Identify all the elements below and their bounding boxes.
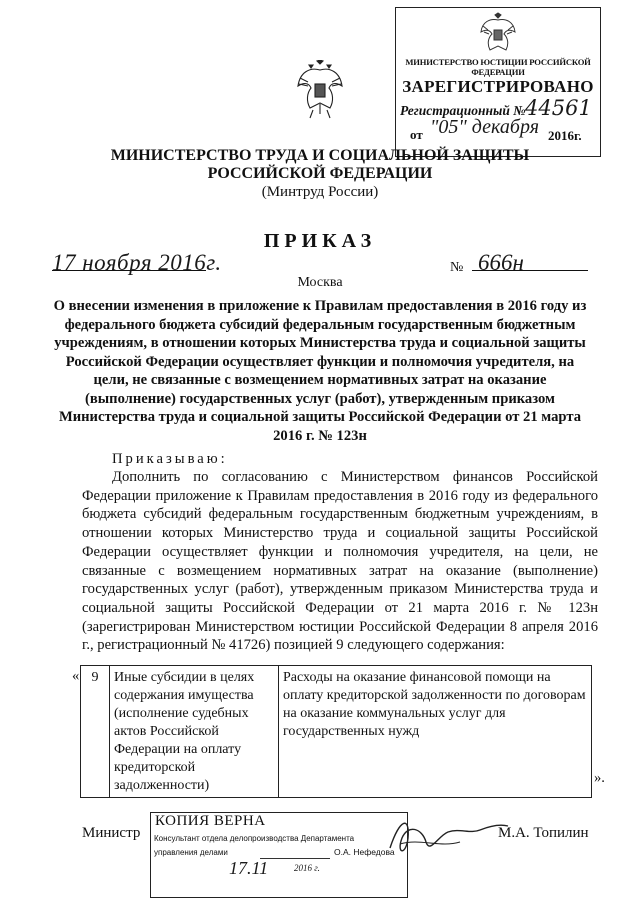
ministry-name-line1: МИНИСТЕРСТВО ТРУДА И СОЦИАЛЬНОЙ ЗАЩИТЫ [110, 147, 530, 164]
order-directive: Приказываю: [112, 451, 228, 467]
stamp-date: "05" декабря [430, 116, 539, 138]
stamp-status: ЗАРЕГИСТРИРОВАНО [402, 77, 594, 96]
coat-of-arms-icon [296, 60, 344, 120]
copy-stamp-title: КОПИЯ ВЕРНА [155, 813, 266, 829]
copy-stamp-signer: О.А. Нефедова [334, 847, 395, 857]
signatory-name: М.А. Топилин [498, 825, 589, 841]
position-table [80, 665, 592, 798]
stamp-registration-number: 44561 [525, 96, 592, 120]
table-row [81, 666, 592, 798]
table-open-quote: « [72, 668, 80, 684]
order-city: Москва [297, 275, 343, 290]
ministry-short-name: (Минтруд России) [261, 184, 379, 200]
document-type: ПРИКАЗ [263, 230, 377, 252]
stamp-registration-label: Регистрационный № [400, 103, 526, 118]
order-number-underline [472, 270, 588, 271]
order-title: О внесении изменения в приложение к Правилам предоставления в 2016 году из федерального бюджета субсидий федеральным государственным бюджетным учреждениям, в отношении которых Министерства труда и социальной защиты Российской Федерации осуществляет функции и полномочия учредителя, на цели, не связанные с возмещением нормативных затрат на оказание (выполнение) государственных услуг (работ), утвержденным приказом Министерства труда и социальной защиты Российской Федерации от 21 марта 2016 г. № 123н [53, 298, 587, 444]
order-paragraph: Дополнить по согласованию с Министерством финансов Российской Федерации приложение к Правилам предоставления в 2016 году из федерального бюджета субсидий федеральным государственным бюджетным учреждениям, в отношении которых Министерство труда и социальной защиты Российской Федерации осуществляет функции и полномочия учредителя, на цели, не связанные с возмещением нормативных затрат на оказание (выполнение) государственных услуг (работ), утвержденным приказом Министерства труда и социальной защиты Российской Федерации от 21 марта 2016 г. № 123н (зарегистрирован Министерством юстиции Российской Федерации 8 апреля 2016 г., регистрационный № 41726) позицией 9 следующего содержания: [82, 469, 598, 654]
copy-stamp-date: 17.11 [229, 858, 269, 878]
subsidy-name: Иные субсидии в целях содержания имущества (исполнение судебных актов Российской Федерации на оплату кредиторской задолженности) [110, 666, 279, 798]
subsidy-purpose: Расходы на оказание финансовой помощи на оплату кредиторской задолженности по договорам на оказание коммунальных услуг для государственных нужд [279, 666, 592, 798]
ministry-name-line2: РОССИЙСКОЙ ФЕДЕРАЦИИ [207, 165, 433, 182]
copy-stamp-signature-line [260, 858, 330, 859]
copy-stamp-position: Консультант отдела делопроизводства Департамента [154, 834, 355, 843]
copy-stamp-department: управления делами [154, 848, 228, 857]
order-date: 17 ноября 2016г. [52, 250, 222, 275]
order-number-sign: № [450, 260, 464, 275]
order-date-underline [52, 270, 206, 271]
stamp-date-prefix: от [410, 127, 423, 142]
position-number: 9 [81, 666, 110, 798]
order-number: 666н [478, 250, 524, 275]
stamp-eagle-emblem-icon [478, 12, 518, 56]
stamp-ministry-name: МИНИСТЕРСТВО ЮСТИЦИИ РОССИЙСКОЙ ФЕДЕРАЦИИ [405, 57, 591, 77]
copy-stamp-year: 2016 г. [294, 863, 320, 873]
stamp-year: 2016г. [548, 128, 582, 143]
signatory-position: Министр [82, 825, 141, 841]
table-close-quote: ». [594, 770, 605, 786]
